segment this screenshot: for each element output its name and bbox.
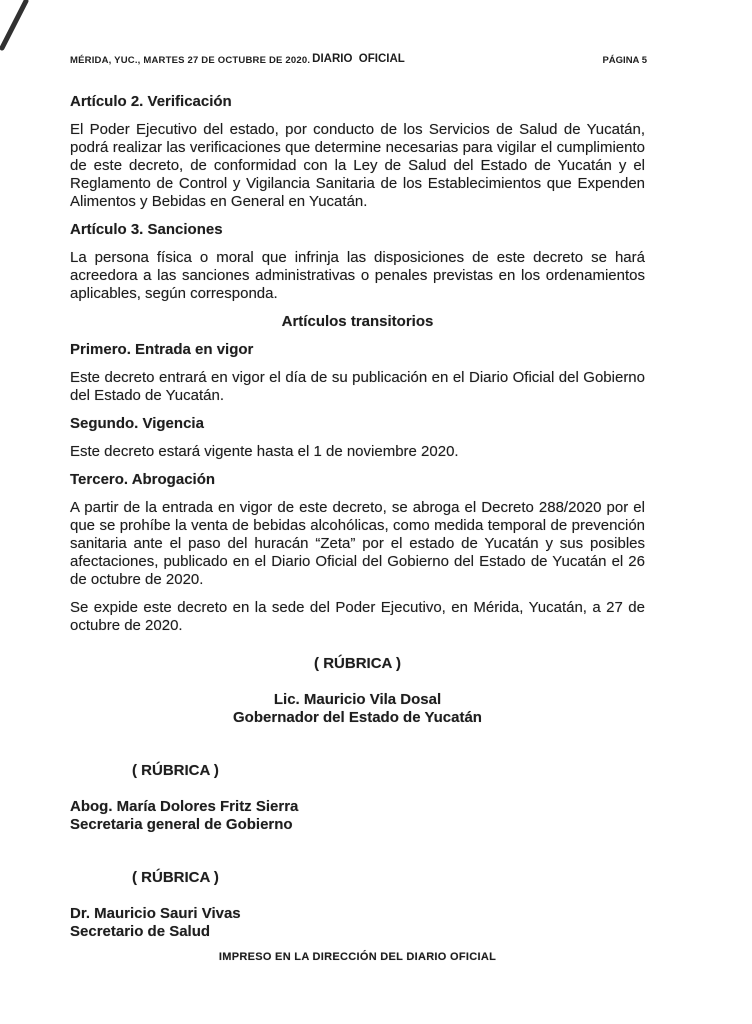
transitory-first-heading: Primero. Entrada en vigor (70, 341, 254, 358)
signature-block-health-secretary (70, 869, 645, 941)
article-2-text: El Poder Ejecutivo del estado, por conducto de los Servicios de Salud de Yucatán, podrá realizar las verificaciones que determine necesarias para vigilar el cumplimiento de este decreto, de conformidad con la Ley de Salud del Estado de Yucatán y el Reglamento de Control y Vigilancia Sanitaria de los Establecimientos que Expenden Alimentos y Bebidas en General en Yucatán. (70, 121, 645, 210)
rubrica-label-secretary-general: ( RÚBRICA ) (132, 762, 219, 779)
decree-body (70, 93, 645, 976)
transitory-third-heading: Tercero. Abrogación (70, 471, 216, 488)
article-3-text: La persona física o moral que infrinja las disposiciones de este decreto se hará acreedora a las sanciones administrativas o penales previstas en los ordenamientos aplicables, según corresponda. (70, 249, 645, 302)
header-page-number: PÁGINA 5 (602, 55, 647, 66)
transitory-second-heading: Segundo. Vigencia (70, 415, 204, 432)
issuance-text: Se expide este decreto en la sede del Poder Ejecutivo, en Mérida, Yucatán, a 27 de octubre de 2020. (70, 599, 645, 634)
signer-name-health-secretary: Dr. Mauricio Sauri Vivas (70, 905, 241, 922)
transitory-third-text: A partir de la entrada en vigor de este decreto, se abroga el Decreto 288/2020 por el que se prohíbe la venta de bebidas alcohólicas, como medida temporal de prevención sanitaria ante el paso del huracán “Zeta” por el estado de Yucatán y sus posibles afectaciones, publicado en el Diario Oficial del Gobierno del Estado de Yucatán el 26 de octubre de 2020. (70, 499, 645, 588)
scan-artifact-mark (0, 0, 44, 60)
signer-title-governor: Gobernador del Estado de Yucatán (233, 709, 482, 726)
signer-name-secretary-general: Abog. María Dolores Fritz Sierra (70, 798, 299, 815)
footer-imprint-text: IMPRESO EN LA DIRECCIÓN DEL DIARIO OFICIAL (218, 951, 497, 963)
signer-title-secretary-general: Secretaria general de Gobierno (70, 816, 293, 833)
signer-title-health-secretary: Secretario de Salud (70, 923, 211, 940)
signer-name-governor: Lic. Mauricio Vila Dosal (273, 691, 442, 708)
transitory-second-text: Este decreto estará vigente hasta el 1 de noviembre 2020. (70, 443, 459, 460)
rubrica-label-governor: ( RÚBRICA ) (314, 655, 401, 672)
signature-block-secretary-general (70, 762, 645, 834)
header-publication-name: DIARIO OFICIAL (312, 53, 405, 65)
header-date-line: MÉRIDA, YUC., MARTES 27 DE OCTUBRE DE 2020. (70, 55, 311, 66)
transitory-articles-title: Artículos transitorios (281, 313, 434, 330)
signature-block-governor (70, 655, 645, 727)
transitory-first-text: Este decreto entrará en vigor el día de su publicación en el Diario Oficial del Gobierno del Estado de Yucatán. (70, 369, 645, 404)
rubrica-label-health-secretary: ( RÚBRICA ) (132, 869, 219, 886)
page-header (70, 53, 647, 69)
article-2-heading: Artículo 2. Verificación (70, 93, 232, 110)
article-3-heading: Artículo 3. Sanciones (70, 221, 223, 238)
page-footer (70, 951, 645, 963)
